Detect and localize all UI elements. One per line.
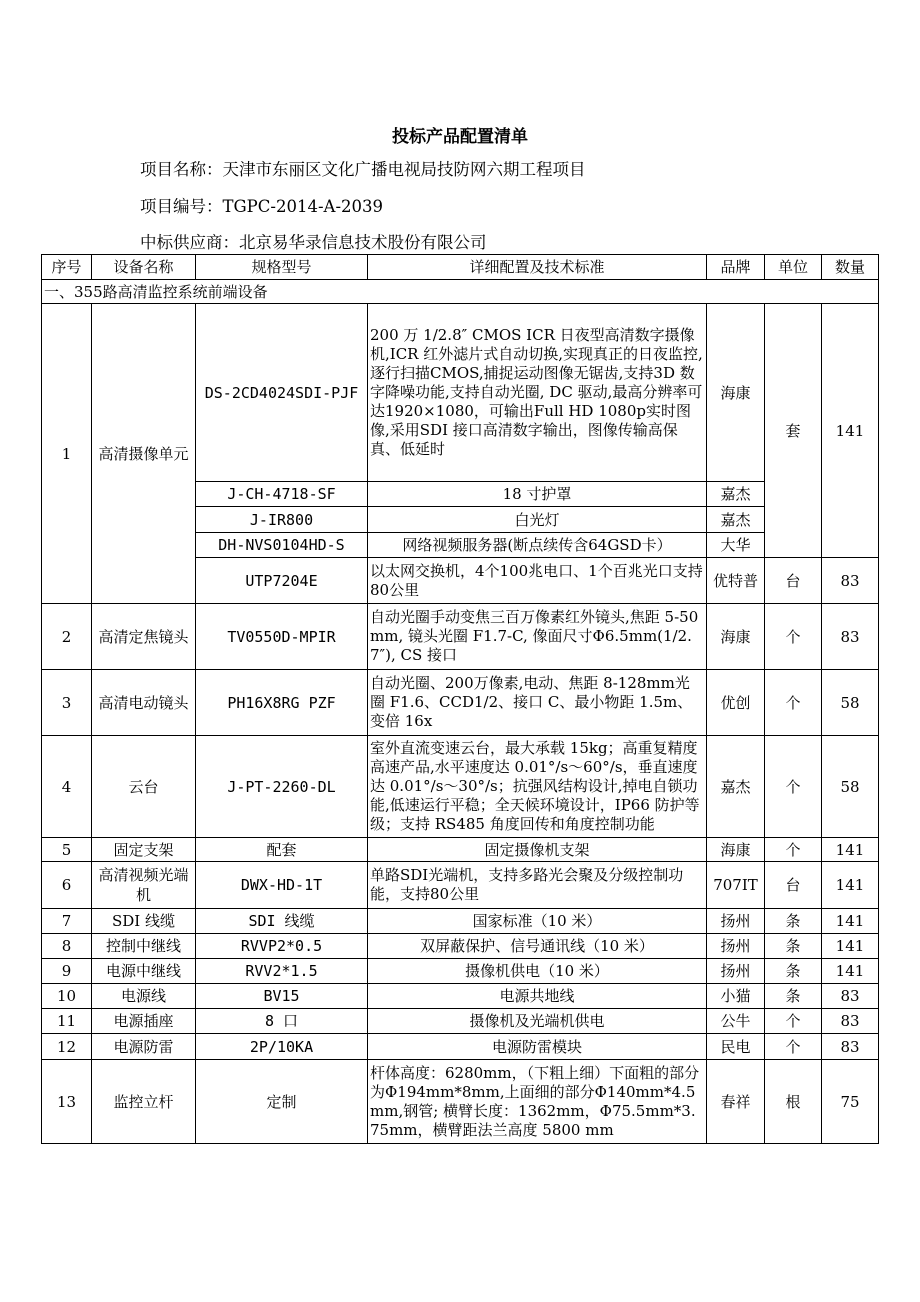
cell-brand: 小猫 — [707, 984, 765, 1009]
cell-no: 11 — [42, 1009, 92, 1034]
cell-brand: 优创 — [707, 670, 765, 736]
project-name: 项目名称：天津市东丽区文化广播电视局技防网六期工程项目 — [140, 160, 586, 179]
cell-unit: 套 — [765, 304, 822, 558]
cell-unit: 根 — [765, 1060, 822, 1144]
cell-model: BV15 — [196, 984, 368, 1009]
section-title: 一、355路高清监控系统前端设备 — [42, 280, 879, 304]
cell-qty: 58 — [822, 736, 879, 838]
cell-model: J-CH-4718-SF — [196, 482, 368, 507]
cell-unit: 个 — [765, 670, 822, 736]
cell-qty: 83 — [822, 558, 879, 604]
cell-brand: 海康 — [707, 304, 765, 482]
cell-name: 高清电动镜头 — [92, 670, 196, 736]
cell-name: 电源中继线 — [92, 959, 196, 984]
cell-brand: 海康 — [707, 604, 765, 670]
table-row — [42, 1060, 879, 1144]
cell-qty: 141 — [822, 862, 879, 909]
cell-no: 6 — [42, 862, 92, 909]
cell-model: 2P/10KA — [196, 1034, 368, 1060]
cell-unit: 条 — [765, 934, 822, 959]
cell-desc: 自动光圈手动变焦三百万像素红外镜头,焦距 5-50mm, 镜头光圈 F1.7-C, 像面尺寸Φ6.5mm(1/2.7″), CS 接口 — [368, 604, 707, 670]
cell-model: 配套 — [196, 838, 368, 862]
cell-no: 5 — [42, 838, 92, 862]
cell-qty: 141 — [822, 959, 879, 984]
cell-model: RVVP2*0.5 — [196, 934, 368, 959]
cell-no: 10 — [42, 984, 92, 1009]
cell-name: 控制中继线 — [92, 934, 196, 959]
table-row — [42, 909, 879, 934]
cell-model: 定制 — [196, 1060, 368, 1144]
cell-qty: 75 — [822, 1060, 879, 1144]
cell-desc: 单路SDI光端机，支持多路光会聚及分级控制功能，支持80公里 — [368, 862, 707, 909]
table-row — [42, 1034, 879, 1060]
cell-no: 2 — [42, 604, 92, 670]
cell-desc: 白光灯 — [368, 507, 707, 533]
cell-desc: 自动光圈、200万像素,电动、焦距 8-128mm光圈 F1.6、CCD1/2、接口 C、最小物距 1.5m、变倍 16x — [368, 670, 707, 736]
cell-desc: 摄像机及光端机供电 — [368, 1009, 707, 1034]
cell-desc: 双屏蔽保护、信号通讯线（10 米） — [368, 934, 707, 959]
cell-model: DH-NVS0104HD-S — [196, 533, 368, 558]
product-config-table — [41, 254, 879, 1144]
cell-desc: 200 万 1/2.8″ CMOS ICR 日夜型高清数字摄像机,ICR 红外滤片式自动切换,实现真正的日夜监控,逐行扫描CMOS,捕捉运动图像无锯齿,支持3D 数字降噪功能,支持自动光圈, DC 驱动,最高分辨率可达1920×1080，可输出Full HD 1080p实时图像,采用SDI 接口高清数字输出，图像传输高保真、低延时 — [368, 304, 707, 482]
table-row — [42, 959, 879, 984]
cell-brand: 民电 — [707, 1034, 765, 1060]
cell-name: 高清视频光端机 — [92, 862, 196, 909]
cell-brand: 春祥 — [707, 1060, 765, 1144]
cell-no: 3 — [42, 670, 92, 736]
header-model: 规格型号 — [196, 255, 368, 280]
cell-brand: 扬州 — [707, 934, 765, 959]
cell-brand: 扬州 — [707, 959, 765, 984]
table-row — [42, 984, 879, 1009]
project-number: 项目编号：TGPC-2014-A-2039 — [140, 197, 384, 216]
cell-name: 电源线 — [92, 984, 196, 1009]
cell-no: 1 — [42, 304, 92, 604]
table-body — [42, 604, 879, 1144]
cell-desc: 网络视频服务器(断点续传含64GSD卡） — [368, 533, 707, 558]
header-unit: 单位 — [765, 255, 822, 280]
cell-desc: 以太网交换机，4个100兆电口、1个百兆光口支持80公里 — [368, 558, 707, 604]
cell-unit: 条 — [765, 984, 822, 1009]
cell-model: J-PT-2260-DL — [196, 736, 368, 838]
table-row — [42, 934, 879, 959]
cell-unit: 个 — [765, 838, 822, 862]
cell-desc: 电源防雷模块 — [368, 1034, 707, 1060]
cell-unit: 个 — [765, 604, 822, 670]
cell-model: J-IR800 — [196, 507, 368, 533]
header-name: 设备名称 — [92, 255, 196, 280]
cell-brand: 公牛 — [707, 1009, 765, 1034]
cell-model: TV0550D-MPIR — [196, 604, 368, 670]
header-desc: 详细配置及技术标准 — [368, 255, 707, 280]
header-qty: 数量 — [822, 255, 879, 280]
cell-qty: 83 — [822, 604, 879, 670]
cell-name: 高清摄像单元 — [92, 304, 196, 604]
cell-no: 4 — [42, 736, 92, 838]
cell-no: 9 — [42, 959, 92, 984]
cell-unit: 条 — [765, 959, 822, 984]
cell-desc: 室外直流变速云台，最大承载 15kg；高重复精度高速产品,水平速度达 0.01°/s～60°/s，垂直速度达 0.01°/s～30°/s；抗强风结构设计,掉电自锁功能,低速运行平稳；全天候环境设计，IP66 防护等级；支持 RS485 角度回传和角度控制功能 — [368, 736, 707, 838]
document-title: 投标产品配置清单 — [392, 127, 528, 147]
cell-qty: 83 — [822, 1034, 879, 1060]
cell-model: UTP7204E — [196, 558, 368, 604]
cell-name: 电源插座 — [92, 1009, 196, 1034]
cell-desc: 电源共地线 — [368, 984, 707, 1009]
cell-model: SDI 线缆 — [196, 909, 368, 934]
cell-qty: 83 — [822, 1009, 879, 1034]
cell-desc: 杆体高度：6280mm，（下粗上细）下面粗的部分为Φ194mm*8mm,上面细的部分Φ140mm*4.5mm,钢管; 横臂长度：1362mm，Φ75.5mm*3.75mm，横臂距法兰高度 5800 mm — [368, 1060, 707, 1144]
table-row — [42, 736, 879, 838]
cell-desc: 固定摄像机支架 — [368, 838, 707, 862]
cell-unit: 条 — [765, 909, 822, 934]
cell-model: DWX-HD-1T — [196, 862, 368, 909]
table-row — [42, 304, 879, 482]
cell-qty: 58 — [822, 670, 879, 736]
cell-no: 13 — [42, 1060, 92, 1144]
cell-brand: 嘉杰 — [707, 507, 765, 533]
cell-model: 8 口 — [196, 1009, 368, 1034]
cell-qty: 141 — [822, 838, 879, 862]
cell-model: RVV2*1.5 — [196, 959, 368, 984]
table-row — [42, 1009, 879, 1034]
table-row — [42, 838, 879, 862]
table-row — [42, 604, 879, 670]
cell-qty: 141 — [822, 909, 879, 934]
cell-unit: 台 — [765, 558, 822, 604]
cell-name: 固定支架 — [92, 838, 196, 862]
table-row — [42, 670, 879, 736]
cell-unit: 台 — [765, 862, 822, 909]
header-no: 序号 — [42, 255, 92, 280]
cell-brand: 嘉杰 — [707, 482, 765, 507]
cell-unit: 个 — [765, 736, 822, 838]
cell-model: DS-2CD4024SDI-PJF — [196, 304, 368, 482]
cell-brand: 707IT — [707, 862, 765, 909]
cell-name: SDI 线缆 — [92, 909, 196, 934]
header-brand: 品牌 — [707, 255, 765, 280]
cell-qty: 141 — [822, 304, 879, 558]
cell-model: PH16X8RG PZF — [196, 670, 368, 736]
cell-unit: 个 — [765, 1034, 822, 1060]
cell-desc: 摄像机供电（10 米） — [368, 959, 707, 984]
cell-name: 高清定焦镜头 — [92, 604, 196, 670]
cell-name: 云台 — [92, 736, 196, 838]
cell-desc: 国家标准（10 米） — [368, 909, 707, 934]
cell-desc: 18 寸护罩 — [368, 482, 707, 507]
cell-brand: 海康 — [707, 838, 765, 862]
cell-unit: 个 — [765, 1009, 822, 1034]
cell-brand: 嘉杰 — [707, 736, 765, 838]
cell-brand: 大华 — [707, 533, 765, 558]
cell-name: 电源防雷 — [92, 1034, 196, 1060]
table-row — [42, 862, 879, 909]
cell-qty: 83 — [822, 984, 879, 1009]
section-row — [42, 280, 879, 304]
cell-name: 监控立杆 — [92, 1060, 196, 1144]
cell-brand: 优特普 — [707, 558, 765, 604]
cell-no: 8 — [42, 934, 92, 959]
cell-no: 12 — [42, 1034, 92, 1060]
table-header-row — [42, 255, 879, 280]
cell-brand: 扬州 — [707, 909, 765, 934]
supplier: 中标供应商：北京易华录信息技术股份有限公司 — [140, 233, 487, 252]
cell-qty: 141 — [822, 934, 879, 959]
cell-no: 7 — [42, 909, 92, 934]
